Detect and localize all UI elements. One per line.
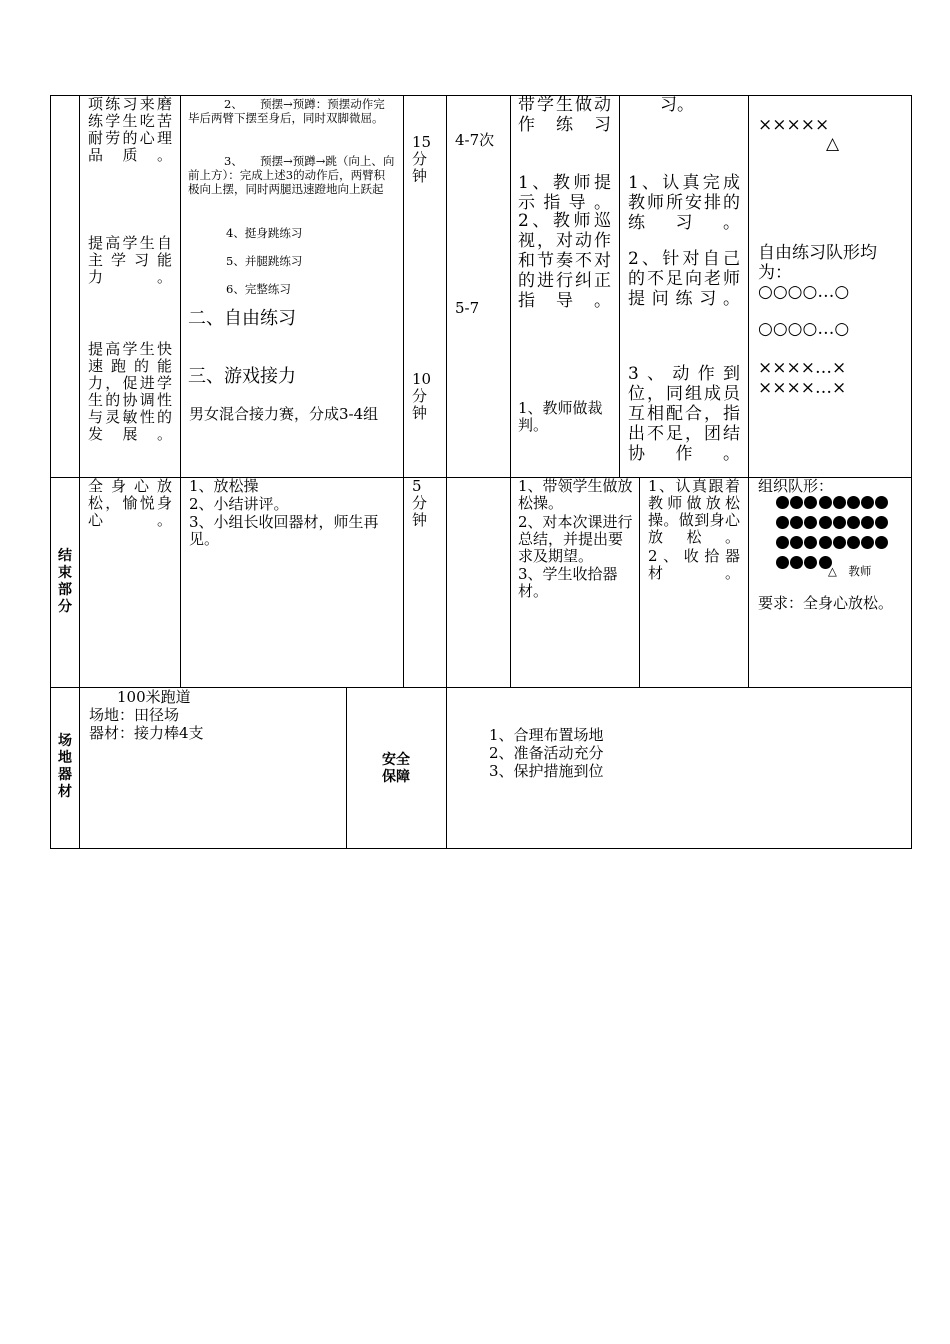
student-text-2: 2、针对自己的不足向老师提问练习。 xyxy=(628,249,740,309)
free-practice-heading: 二、自由练习 xyxy=(188,308,296,329)
formation-crosses-2: ××××…× xyxy=(758,358,847,378)
student-dot xyxy=(833,536,846,549)
formation-circles-1: ○○○○…○ xyxy=(758,282,850,302)
ending-content-2: 2、小结讲评。 xyxy=(189,495,289,513)
col-divider-count xyxy=(510,95,511,687)
student-dot xyxy=(833,496,846,509)
venue-equipment: 器材：接力棒4支 xyxy=(89,724,204,742)
student-dot xyxy=(819,496,832,509)
student-dot xyxy=(819,516,832,529)
safety-item-2: 2、准备活动充分 xyxy=(489,744,604,762)
ending-teacher-1: 1、带领学生做放松操。 xyxy=(518,477,633,512)
time-15: 15分钟 xyxy=(412,133,432,185)
ending-formation-title: 组织队形： xyxy=(758,477,834,495)
col-divider-safety-label xyxy=(346,687,347,848)
ending-requirement: 要求：全身心放松。 xyxy=(758,594,894,612)
objective-text-2: 提高学生自主学习能力。 xyxy=(88,234,172,286)
safety-item-3: 3、保护措施到位 xyxy=(489,762,604,780)
col-divider-objective xyxy=(180,95,181,687)
student-text-3: 3、动作到位，同组成员互相配合，指出不足，团结协作。 xyxy=(628,364,740,464)
student-dot xyxy=(861,496,874,509)
teacher-text-2: 2、教师巡视，对动作和节奏不对的进行纠正指导。 xyxy=(518,211,611,311)
ending-content-3: 3、小组长收回器材，师生再见。 xyxy=(189,513,379,548)
table-right-border xyxy=(911,95,912,848)
table-bottom-border xyxy=(50,848,912,849)
student-dot xyxy=(875,536,888,549)
objective-text-1: 项练习来磨练学生吃苦耐劳的心理品质。 xyxy=(88,95,172,164)
formation-crosses-3: ××××…× xyxy=(758,378,847,398)
col-divider-time xyxy=(446,95,447,848)
student-dot xyxy=(861,536,874,549)
count-4-7: 4-7次 xyxy=(455,131,495,149)
teacher-text-1: 1、教师提示指导。 xyxy=(518,173,611,213)
col-divider-student xyxy=(748,95,749,687)
venue-event: 100米跑道 xyxy=(117,688,191,706)
student-dot xyxy=(819,536,832,549)
free-formation-title: 自由练习队形均为： xyxy=(758,243,877,283)
content-item-2: 2、 预摆→预蹲：预摆动作完毕后两臂下摆至身后，同时双脚微屈。 xyxy=(188,97,385,125)
student-dot xyxy=(776,516,789,529)
objective-text-3: 提高学生快速跑的能力，促进学生的协调性与灵敏性的发展。 xyxy=(88,340,172,443)
formation-circles-2: ○○○○…○ xyxy=(758,319,850,339)
student-dot xyxy=(790,536,803,549)
student-dot xyxy=(790,516,803,529)
student-dot xyxy=(776,496,789,509)
game-description: 男女混合接力赛，分成3-4组 xyxy=(189,405,379,423)
student-dot xyxy=(847,496,860,509)
student-dot xyxy=(804,536,817,549)
ending-time: 5分钟 xyxy=(412,477,428,529)
student-dot xyxy=(847,536,860,549)
time-10: 10分钟 xyxy=(412,370,432,422)
student-dot xyxy=(875,516,888,529)
ending-content-1: 1、放松操 xyxy=(189,477,259,495)
section-label-ending: 结束部分 xyxy=(58,548,72,615)
student-text-0: 习。 xyxy=(660,95,694,115)
game-heading: 三、游戏接力 xyxy=(188,366,296,387)
content-item-6: 6、完整练习 xyxy=(226,282,291,296)
student-dot xyxy=(776,536,789,549)
student-dot xyxy=(847,516,860,529)
ending-student-1: 1、认真跟着教师做放松操。做到身心放松。 xyxy=(648,477,740,546)
col-divider-teacher-row1 xyxy=(619,95,620,477)
count-5-7: 5-7 xyxy=(455,299,480,317)
col-divider-teacher-row2 xyxy=(639,477,640,687)
content-item-4: 4、挺身跳练习 xyxy=(226,226,303,240)
student-dot xyxy=(861,516,874,529)
safety-item-1: 1、合理布置场地 xyxy=(489,726,604,744)
content-item-5: 5、并腿跳练习 xyxy=(226,254,303,268)
venue-field: 场地：田径场 xyxy=(89,706,180,724)
student-dot xyxy=(804,516,817,529)
formation-crosses: ××××× xyxy=(758,115,830,135)
student-dot xyxy=(776,556,789,569)
teacher-text-0: 带学生做动作练习 xyxy=(518,95,611,135)
col-divider-label xyxy=(79,95,80,848)
ending-student-2: 2、收拾器材。 xyxy=(648,547,740,582)
student-dot xyxy=(804,496,817,509)
student-dot xyxy=(833,516,846,529)
teacher-text-3: 1、教师做裁判。 xyxy=(518,399,603,434)
ending-teacher-mark: △ 教师 xyxy=(828,564,872,578)
formation-teacher-triangle: △ xyxy=(826,134,840,154)
student-dot xyxy=(804,556,817,569)
table-left-border xyxy=(50,95,51,848)
col-divider-content xyxy=(403,95,404,687)
section-label-venue: 场地器材 xyxy=(58,733,72,800)
ending-teacher-2: 2、对本次课进行总结，并提出要求及期望。 xyxy=(518,513,633,565)
student-text-1: 1、认真完成教师所安排的练习。 xyxy=(628,173,740,233)
student-dot xyxy=(790,496,803,509)
student-dot xyxy=(790,556,803,569)
ending-teacher-3: 3、学生收拾器材。 xyxy=(518,565,618,600)
ending-objective: 全身心放松，愉悦身心。 xyxy=(88,477,172,529)
student-dot xyxy=(875,496,888,509)
content-item-3: 3、 预摆→预蹲→跳（向上、向前上方）：完成上述3的动作后，两臂积极向上摆，同时两腿迅速蹬地向上跃起 xyxy=(188,154,395,196)
safety-label: 安全保障 xyxy=(382,752,410,785)
